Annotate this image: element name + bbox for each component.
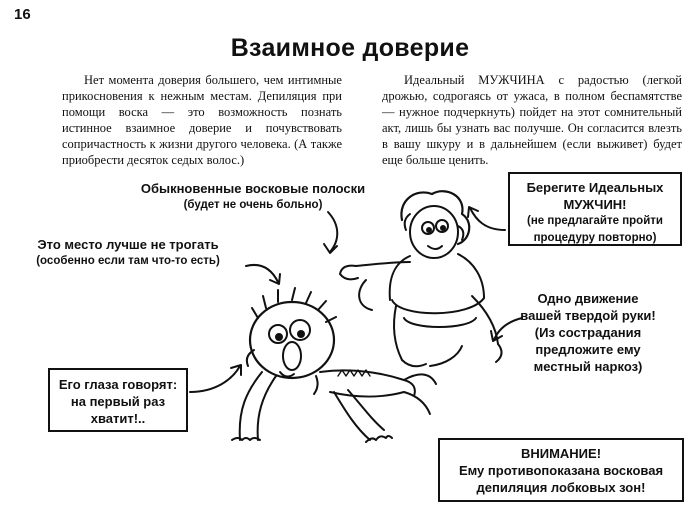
caption-wax-strips xyxy=(118,180,388,214)
intro-paragraph-left: Нет момента доверия большего, чем интимные прикосновения к нежным местам. Депиляция при помощи воска — это возможность познать истинное взаимное доверие и почувствовать сопричастность к жизни другого человека. (А также приобрести десяток седых волос.) xyxy=(62,73,342,167)
callout-warning-text: Ему противопоказана восковая депиляция лобковых зон! xyxy=(458,463,664,495)
callout-warning xyxy=(438,438,684,502)
callout-protect-men xyxy=(508,172,682,246)
caption-wax-strips-note: (будет не очень больно) xyxy=(183,199,323,211)
caption-do-not-touch-title: Это место лучше не трогать xyxy=(37,237,219,252)
woman-figure xyxy=(340,191,502,366)
caption-do-not-touch-note: (особенно если там что-то есть) xyxy=(36,255,220,267)
callout-his-eyes xyxy=(48,368,188,432)
caption-one-move xyxy=(518,290,658,375)
callout-his-eyes-text: Его глаза говорят: на первый раз хватит!.. xyxy=(58,377,178,426)
intro-paragraph-right: Идеальный МУЖЧИНА с радостью (легкой дрожью, содрогаясь от ужаса, в полном беспамятстве — нужное подчеркнуть) пойдет на этот сомнительный акт, лишь бы узнать вас получше. Он согласится влезть в вашу шкуру и в дальнейшем (если выживет) будет еще больше ценить. xyxy=(382,73,682,167)
caption-do-not-touch xyxy=(24,236,232,270)
caption-one-move-note: (Из сострадания предложите ему местный наркоз) xyxy=(533,325,643,374)
page-number: 16 xyxy=(14,6,31,23)
callout-protect-men-title: Берегите Идеальных МУЖЧИН! xyxy=(526,180,664,212)
callout-warning-title: ВНИМАНИЕ! xyxy=(520,446,602,461)
caption-wax-strips-title: Обыкновенные восковые полоски xyxy=(140,181,366,196)
man-figure xyxy=(232,288,436,442)
arrow-men xyxy=(470,208,505,230)
arrow-eyes xyxy=(190,366,240,392)
callout-protect-men-note: (не предлагайте пройти процедуру повторно) xyxy=(527,215,663,244)
caption-one-move-title: Одно движение вашей твердой руки! xyxy=(520,291,656,323)
page-title: Взаимное доверие xyxy=(230,34,470,62)
arrow-touch xyxy=(246,265,278,282)
